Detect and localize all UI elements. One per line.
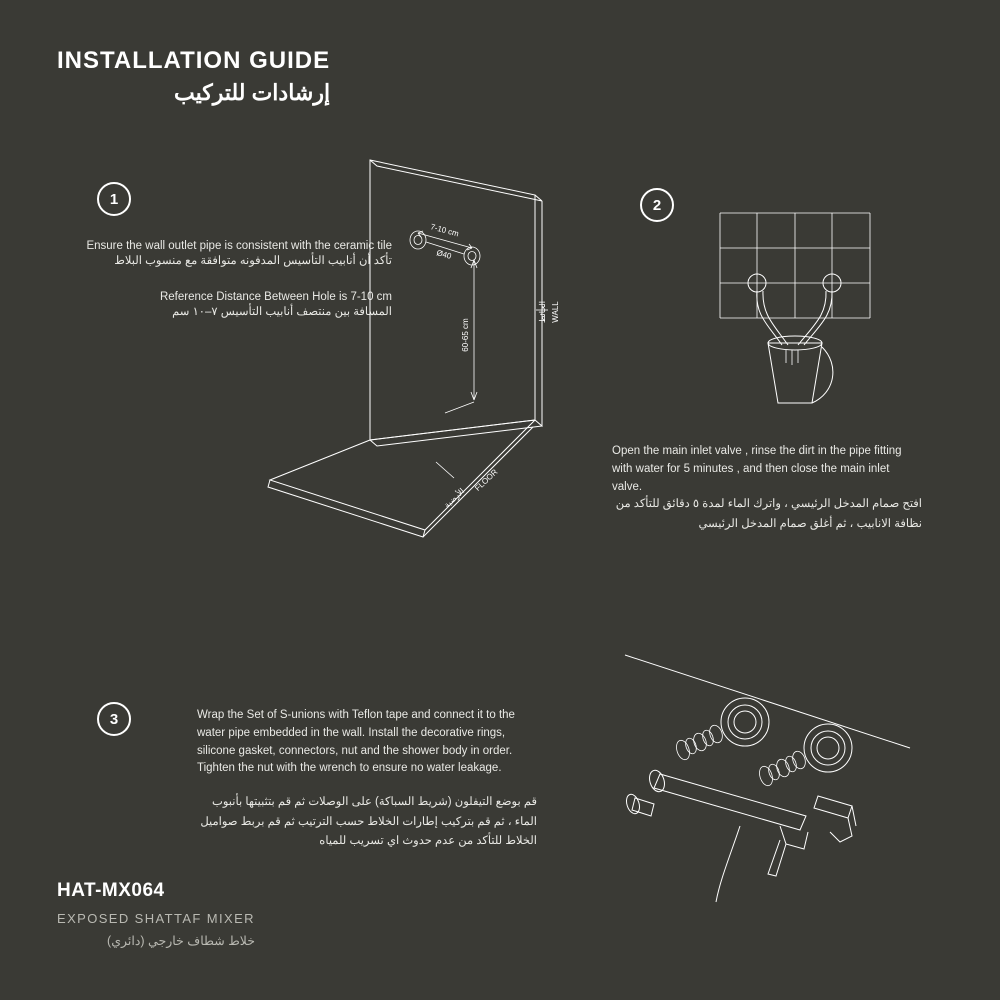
wall-height-label: 60-65 cm <box>461 318 470 352</box>
hole-diameter-label: Ø40 <box>435 248 453 261</box>
wall-label-en: WALL <box>551 301 560 323</box>
step-3-text-en: Wrap the Set of S-unions with Teflon tape and connect it to the water pipe embedded in the wall. Install the decorative rings, silicone gasket, connectors, nut and the shower body in order. Tighten the nut with the wrench to ensure no water leakage. <box>197 709 515 775</box>
step-1-text-ar-2: المسافة بين منتصف أنابيب التأسيس ٧–١٠ سم <box>172 306 392 318</box>
floor-label-en: FLOOR <box>473 467 500 493</box>
step-3-badge <box>97 702 131 736</box>
step-1-number: 1 <box>109 190 119 208</box>
floor-label-ar: الأرضية <box>442 486 467 510</box>
step-3-text-ar: قم بوضع التيفلون (شريط السباكة) على الوصلات ثم قم بتثبيتها بأنبوب الماء ، ثم قم بتركيب إطارات الخلاط حسب الترتيب ثم قم بربط صواميل الخلاط للتأكد من عدم حدوث اي تسريب للمياه <box>200 796 537 848</box>
product-name-ar: خلاط شطاف خارجي (دائري) <box>107 934 255 948</box>
step-2-text-en: Open the main inlet valve , rinse the dirt in the pipe fitting with water for 5 minutes , and then close the main inlet valve. <box>612 445 902 493</box>
page-title-ar: إرشادات للتركيب <box>174 80 331 106</box>
step-3-number: 3 <box>109 710 119 728</box>
step-2-text-ar: افتح صمام المدخل الرئيسي ، واترك الماء لمدة ٥ دقائق للتأكد من نظافة الانابيب ، ثم أغلق صمام المدخل الرئيسي <box>615 498 922 530</box>
product-code: HAT-MX064 <box>57 880 165 901</box>
step-3-diagram <box>590 630 930 910</box>
step-2-badge <box>640 188 674 222</box>
step-1-badge <box>97 182 131 216</box>
page-title-en: INSTALLATION GUIDE <box>57 47 331 74</box>
hole-spacing-label: 7-10 cm <box>429 222 460 239</box>
wall-label-ar: الحائط <box>538 300 547 324</box>
step-1-text-en-1: Ensure the wall outlet pipe is consistent with the ceramic tile <box>86 240 392 252</box>
page-header <box>57 48 330 107</box>
step-1-diagram <box>240 130 600 550</box>
step-1-text-ar-1: تأكد أن أنابيب التأسيس المدفونه متوافقة مع منسوب البلاط <box>114 255 392 267</box>
step-2-number: 2 <box>652 196 662 214</box>
product-name-en: EXPOSED SHATTAF MIXER <box>57 911 255 926</box>
step-1-text-en-2: Reference Distance Between Hole is 7-10 cm <box>159 291 392 303</box>
step-2-diagram <box>700 205 900 420</box>
product-footer <box>57 880 255 948</box>
